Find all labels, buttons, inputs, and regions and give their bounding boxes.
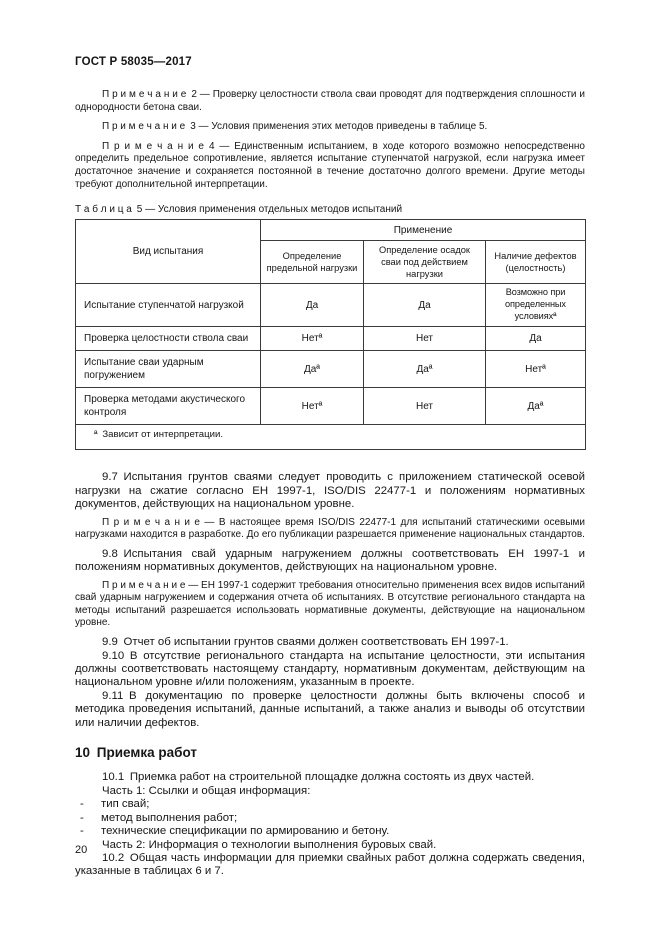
table5-header-application: Применение [261, 220, 586, 241]
table-row [76, 284, 586, 327]
section-10-heading: 10 Приемка работ [75, 745, 197, 761]
value-cell: Даª [364, 351, 486, 388]
table-row [76, 388, 586, 425]
list-item [75, 798, 585, 811]
table5-header-test-type: Вид испытания [76, 220, 261, 284]
doc-number: ГОСТ Р 58035—2017 [75, 56, 192, 68]
value-cell: Нетª [486, 351, 586, 388]
table5-header-row-1 [76, 220, 586, 241]
list-dash: - [80, 798, 84, 811]
list-dash: - [80, 825, 84, 838]
test-type-cell: Испытание сваи ударным погружением [76, 351, 261, 388]
value-cell: Нетª [261, 388, 364, 425]
value-cell: Нет [364, 327, 486, 351]
value-cell: Да [261, 284, 364, 327]
part1-intro: Часть 1: Ссылки и общая информация: [102, 784, 311, 797]
test-type-cell: Проверка методами акустического контроля [76, 388, 261, 425]
note-2: П р и м е ч а н и е 2 — Проверку целостности ствола сваи проводят для подтверждения сплошности и однородности бетона сваи. [75, 89, 585, 113]
list-item [75, 812, 585, 825]
test-type-cell: Проверка целостности ствола сваи [76, 327, 261, 351]
value-cell: Нетª [261, 327, 364, 351]
value-cell: Возможно при определенных условияхª [486, 284, 586, 327]
para-9-11: 9.11 В документацию по проверке целостности должны быть включены способ и методика проведения испытаний, данные испытаний, а также анализ и выводы об отсутствии или наличии дефектов. [75, 689, 585, 729]
value-cell: Да [364, 284, 486, 327]
test-type-cell: Испытание ступенчатой нагрузкой [76, 284, 261, 327]
note-3: П р и м е ч а н и е 3 — Условия применения этих методов приведены в таблице 5. [102, 121, 488, 133]
value-cell: Нет [364, 388, 486, 425]
table-row [76, 327, 586, 351]
table5 [75, 219, 586, 450]
part2-intro: Часть 2: Информация о технологии выполнения буровых свай. [102, 838, 437, 851]
table-row [76, 351, 586, 388]
para-9-8: 9.8 Испытания свай ударным нагружением должны соответствовать ЕН 1997-1 и положениям нормативных документов, действующих на национальном уровне. [75, 547, 585, 574]
table5-caption: Т а б л и ц а 5 — Условия применения отдельных методов испытаний [75, 204, 403, 216]
page-number: 20 [75, 844, 88, 856]
list-item-text: метод выполнения работ; [101, 811, 238, 824]
table5-subheader-ultimate-load: Определение предельной нагрузки [261, 241, 364, 284]
value-cell: Даª [261, 351, 364, 388]
para-10-2: 10.2 Общая часть информации для приемки свайных работ должна содержать сведения, указанные в таблицах 6 и 7. [75, 851, 585, 878]
table5-subheader-defects: Наличие дефектов (целостность) [486, 241, 586, 284]
table-footnote-row [76, 425, 586, 450]
value-cell: Даª [486, 388, 586, 425]
para-9-9: 9.9 Отчет об испытании грунтов сваями должен соответствовать ЕН 1997-1. [102, 636, 509, 649]
value-cell: Да [486, 327, 586, 351]
list-item [75, 825, 585, 838]
list-dash: - [80, 811, 84, 824]
note-4: П р и м е ч а н и е 4 — Единственным испытанием, в ходе которого возможно непосредственно определить предельное сопротивление, является испытание ступенчатой нагрузкой, если нагрузка имеет достаточное значение и сохраняется постоянной в течение достаточно долгого времени. Другие методы требуют дополнительной интерпретации. [75, 140, 585, 190]
list-item-text: технические спецификации по армированию и бетону. [101, 825, 390, 838]
para-9-10: 9.10 В отсутствие регионального стандарта на испытание целостности, эти испытания должны соответствовать настоящему стандарту, нормативным документам, действующим на национальном уровне и/или положениям, указанным в проекте. [75, 649, 585, 689]
para-9-7: 9.7 Испытания грунтов сваями следует проводить с приложением статической осевой нагрузки на сжатие согласно ЕН 1997-1, ISO/DIS 22477-1 и положениям нормативных документов, действующих на национальном уровне. [75, 471, 585, 511]
table5-footnote: ª Зависит от интерпретации. [76, 425, 586, 450]
list-item-text: тип свай; [101, 798, 150, 811]
table5-subheader-settlement: Определение осадок сваи под действием нагрузки [364, 241, 486, 284]
note-9-8: П р и м е ч а н и е — ЕН 1997-1 содержит требования относительно применения всех видов испытаний свай ударным нагружением и содержания отчета об испытаниях. В отсутствие регионального стандарта на методы испытаний разрешается использовать нормативные документы, действующие на национальном уровне. [75, 579, 585, 629]
note-9-7: П р и м е ч а н и е — В настоящее время ISO/DIS 22477-1 для испытаний статическими осевыми нагрузками находится в разработке. До его публикации разрешается применение национальных стандартов. [75, 516, 585, 541]
para-10-1: 10.1 Приемка работ на строительной площадке должна состоять из двух частей. [102, 771, 535, 784]
